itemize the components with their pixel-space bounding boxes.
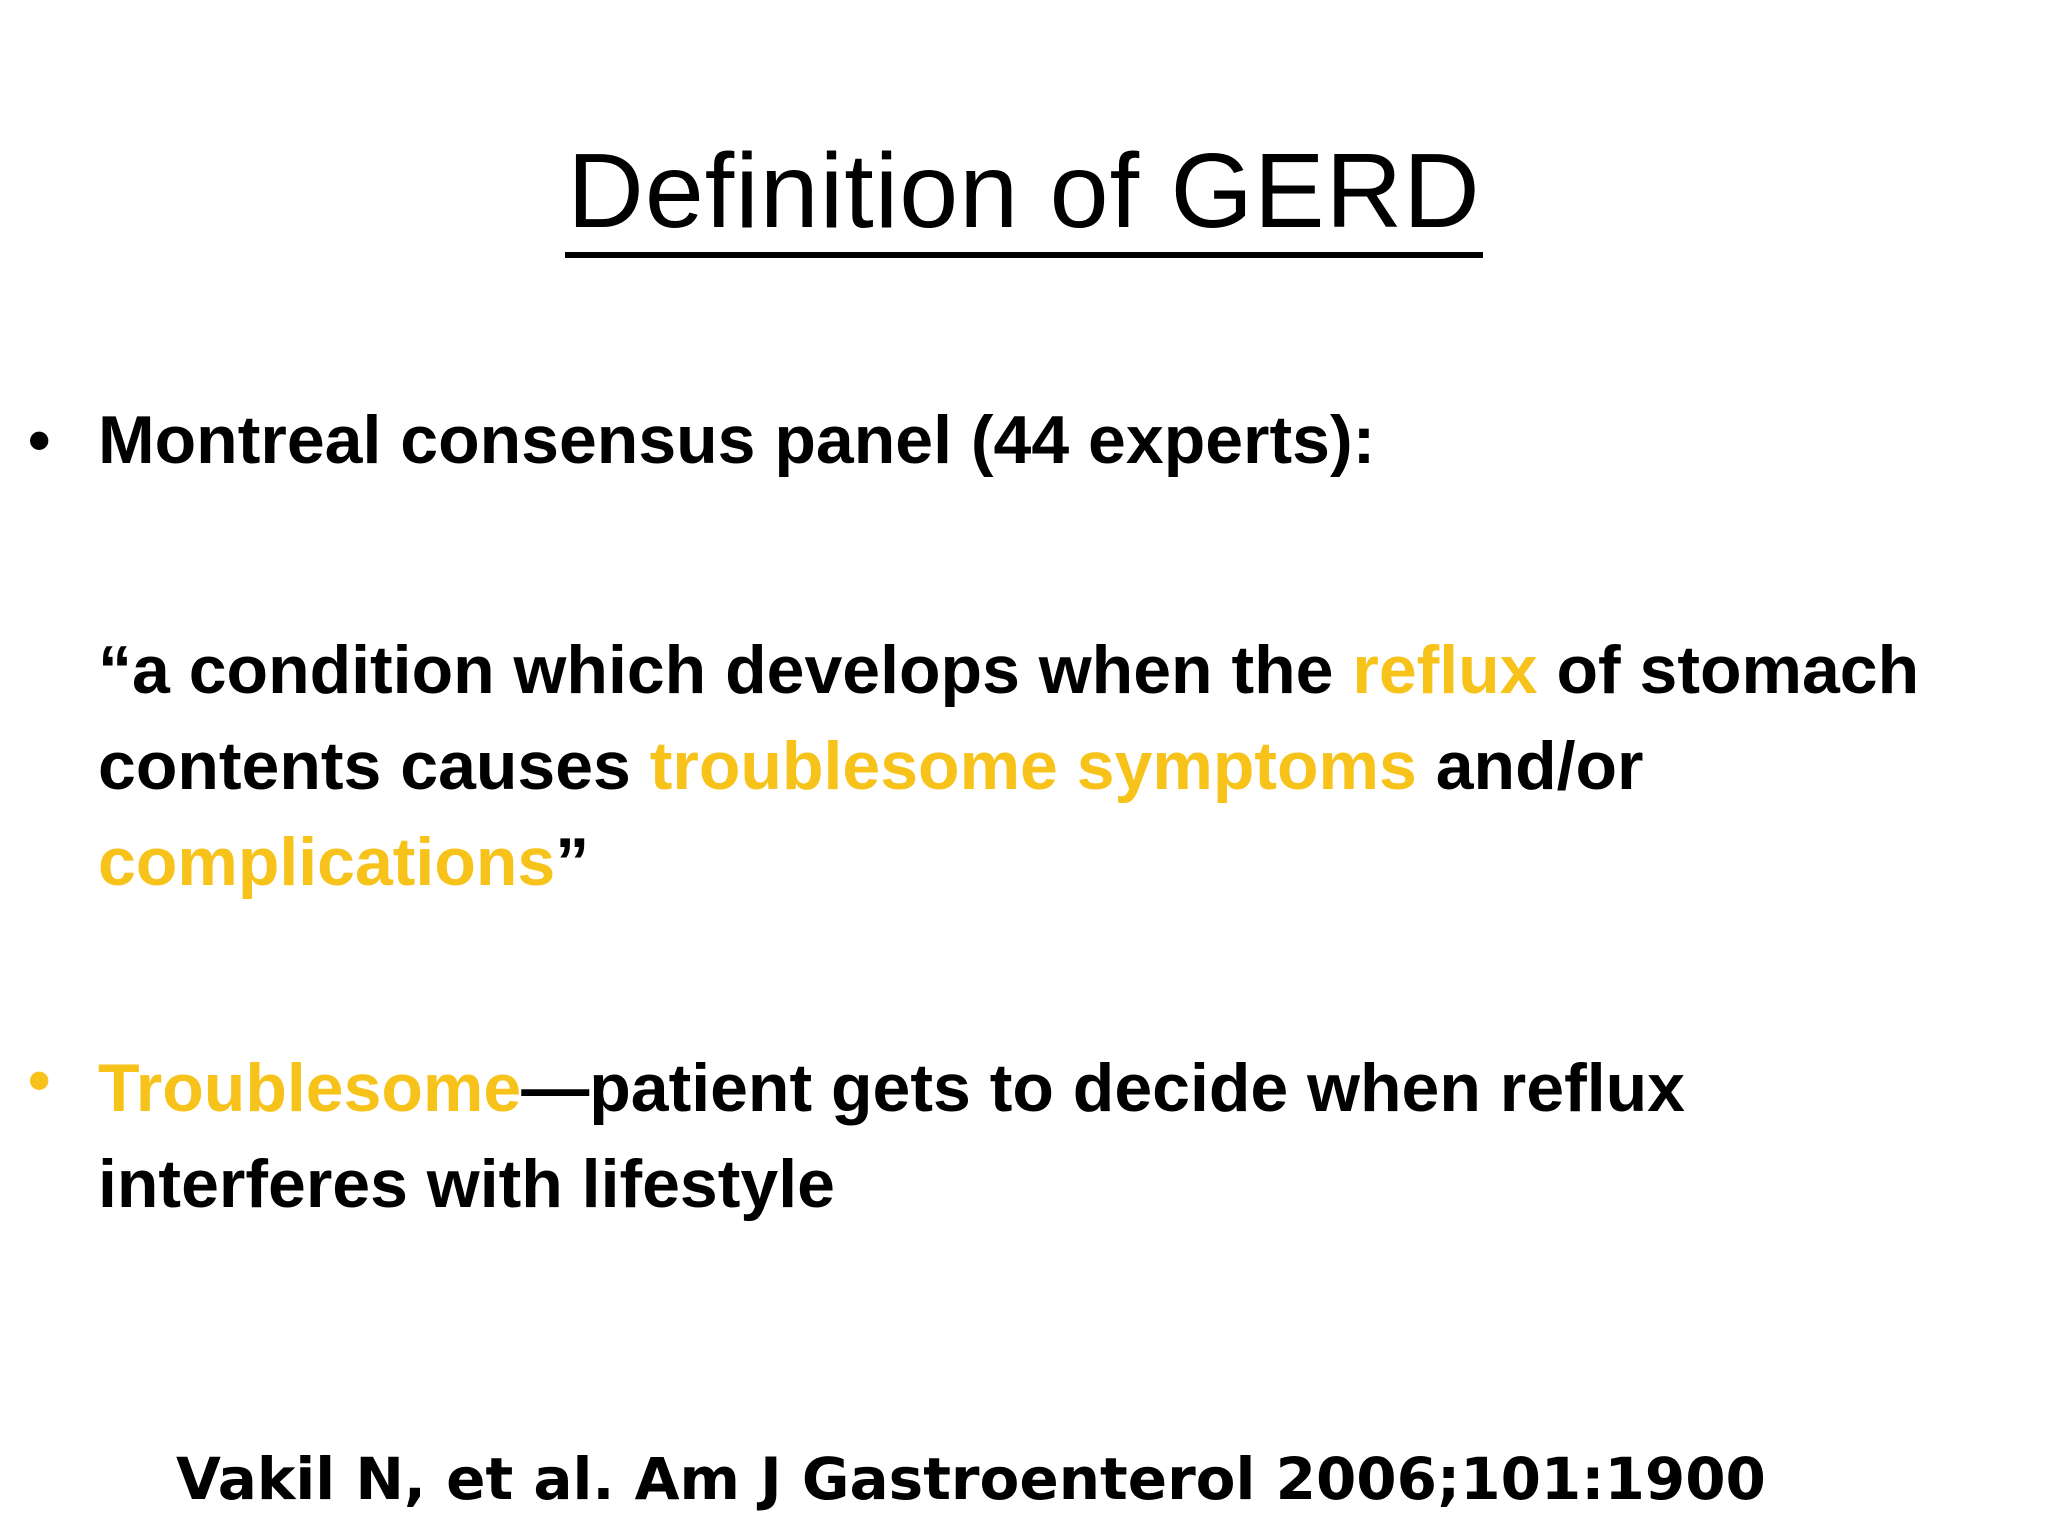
highlight-complications: complications bbox=[98, 824, 556, 900]
quote-line-1 bbox=[98, 622, 1919, 718]
quote-line-2 bbox=[98, 718, 1644, 814]
bullet-text-troublesome-line-2: interferes with lifestyle bbox=[98, 1146, 835, 1222]
slide-title-text: Definition of GERD bbox=[565, 138, 1482, 258]
quote-line-1-end: of stomach bbox=[1537, 632, 1920, 708]
bullet-text-troublesome-line-1 bbox=[98, 1040, 1685, 1136]
bullet-marker-2: • bbox=[28, 1044, 51, 1116]
quote-line-1-start: “a condition which develops when the bbox=[98, 632, 1353, 708]
citation: Vakil N, et al. Am J Gastroenterol 2006;101:1900 bbox=[176, 1445, 1766, 1513]
quote-line-2-end: and/or bbox=[1416, 728, 1644, 804]
highlight-troublesome: Troublesome bbox=[98, 1050, 522, 1126]
quote-close-mark: ” bbox=[555, 824, 590, 900]
quote-line-3 bbox=[98, 814, 589, 910]
quote-line-2-start: contents causes bbox=[98, 728, 650, 804]
bullet-marker-1: • bbox=[28, 404, 51, 476]
bullet-text-montreal: Montreal consensus panel (44 experts): bbox=[98, 402, 1376, 478]
troublesome-definition: —patient gets to decide when reflux bbox=[521, 1050, 1685, 1126]
slide-title bbox=[0, 132, 2048, 258]
highlight-reflux: reflux bbox=[1352, 632, 1538, 708]
highlight-troublesome-symptoms: troublesome symptoms bbox=[649, 728, 1417, 804]
